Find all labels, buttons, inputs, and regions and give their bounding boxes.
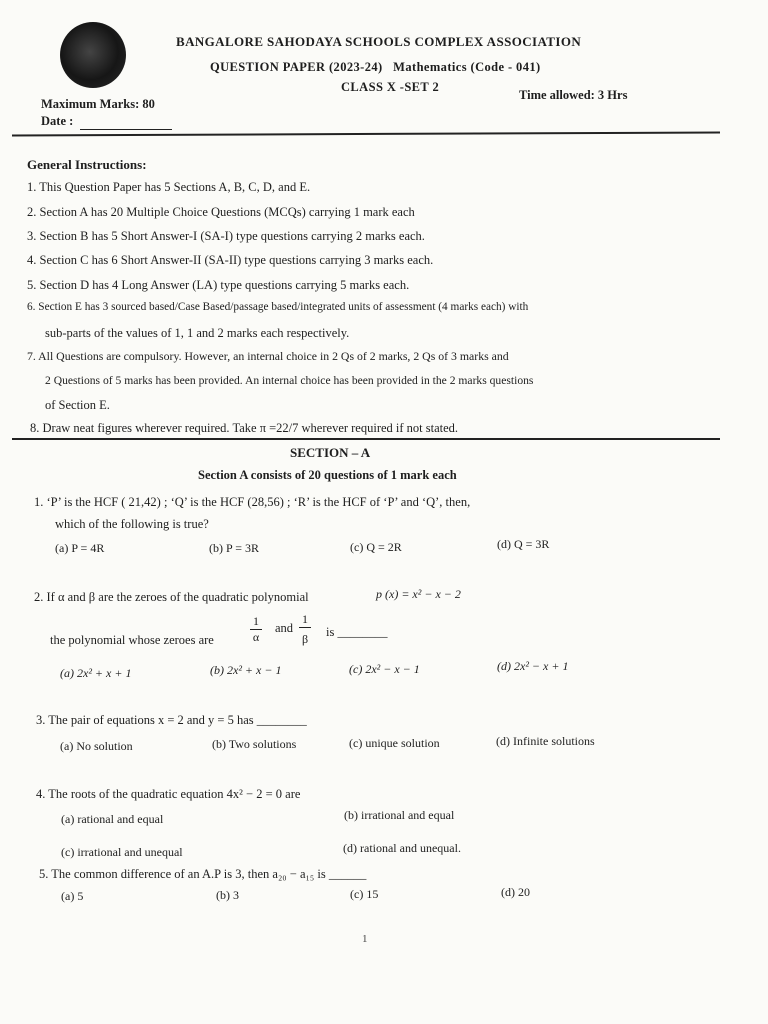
- question-5-text: 5. The common difference of an A.P is 3, then a₂₀ − a₁₅ is ______: [39, 867, 367, 881]
- q5-option-b: (b) 3: [216, 888, 239, 902]
- max-marks: Maximum Marks: 80: [41, 97, 155, 111]
- header-rule: [12, 131, 720, 136]
- q4-option-a: (a) rational and equal: [61, 812, 164, 826]
- instruction-line: 4. Section C has 6 Short Answer-II (SA-II) type questions carrying 3 marks each.: [27, 253, 434, 267]
- paper-prefix: QUESTION PAPER (2023-24): [210, 60, 383, 74]
- q1-option-b: (b) P = 3R: [209, 541, 259, 555]
- instruction-line: 3. Section B has 5 Short Answer-I (SA-I) type questions carrying 2 marks each.: [27, 229, 425, 243]
- instruction-line: 2. Section A has 20 Multiple Choice Questions (MCQs) carrying 1 mark each: [27, 205, 415, 219]
- date-label: Date :: [41, 114, 74, 128]
- fraction-1-numerator: 1: [250, 614, 262, 630]
- fraction-1-over-alpha: [250, 614, 262, 645]
- question-3-text: 3. The pair of equations x = 2 and y = 5 has ________: [36, 713, 307, 727]
- instructions-rule: [12, 438, 720, 440]
- q3-option-d: (d) Infinite solutions: [496, 734, 595, 748]
- q5-option-d: (d) 20: [501, 885, 530, 899]
- question-1-text: 1. ‘P’ is the HCF ( 21,42) ; ‘Q’ is the HCF (28,56) ; ‘R’ is the HCF of ‘P’ and ‘Q’, then,: [34, 495, 471, 509]
- fraction-2-denominator: β: [301, 632, 309, 646]
- paper-subject: Mathematics (Code - 041): [393, 60, 541, 74]
- q3-option-a: (a) No solution: [60, 739, 133, 753]
- and-text: and: [275, 621, 294, 635]
- question-2-text: 2. If α and β are the zeroes of the quadratic polynomial: [34, 590, 309, 604]
- instruction-line: of Section E.: [45, 398, 110, 412]
- school-logo: [60, 22, 126, 88]
- q3-option-b: (b) Two solutions: [212, 737, 297, 751]
- section-title: SECTION – A: [290, 445, 371, 460]
- instructions-title: General Instructions:: [27, 157, 147, 172]
- instruction-line: 1. This Question Paper has 5 Sections A, B, C, D, and E.: [27, 180, 311, 194]
- question-2-text-2: the polynomial whose zeroes are: [50, 633, 214, 647]
- instruction-line: 7. All Questions are compulsory. However, an internal choice in 2 Qs of 2 marks, 2 Qs of 3 marks and: [27, 349, 509, 363]
- q2-option-a: (a) 2x² + x + 1: [60, 666, 132, 680]
- fraction-1-over-beta: [299, 612, 311, 647]
- q2-option-b: (b) 2x² + x − 1: [210, 663, 282, 677]
- section-subtitle: Section A consists of 20 questions of 1 mark each: [198, 468, 457, 482]
- q1-option-c: (c) Q = 2R: [350, 540, 402, 554]
- fraction-1-denominator: α: [252, 630, 260, 644]
- question-4-text: 4. The roots of the quadratic equation 4x² − 2 = 0 are: [36, 787, 301, 801]
- q3-option-c: (c) unique solution: [349, 736, 440, 750]
- q4-option-d: (d) rational and unequal.: [343, 841, 461, 855]
- page-number: 1: [362, 933, 368, 945]
- school-name: BANGALORE SAHODAYA SCHOOLS COMPLEX ASSOCIATION: [176, 34, 582, 49]
- instruction-line: 5. Section D has 4 Long Answer (LA) type questions carrying 5 marks each.: [27, 278, 410, 292]
- q5-option-a: (a) 5: [61, 889, 84, 903]
- q5-option-c: (c) 15: [350, 887, 379, 901]
- fraction-2-numerator: 1: [299, 612, 311, 628]
- time-allowed: Time allowed: 3 Hrs: [519, 88, 628, 102]
- question-2-polynomial: p (x) = x² − x − 2: [376, 587, 461, 601]
- instruction-line: 6. Section E has 3 sourced based/Case Based/passage based/integrated units of assessment (4 marks each) with: [27, 301, 529, 313]
- paper-title: [210, 60, 541, 75]
- q1-option-d: (d) Q = 3R: [497, 537, 550, 551]
- class-set: CLASS X -SET 2: [341, 80, 440, 94]
- q4-option-c: (c) irrational and unequal: [61, 845, 183, 859]
- q1-option-a: (a) P = 4R: [55, 541, 105, 555]
- question-1-text-2: which of the following is true?: [55, 517, 209, 531]
- instruction-line: 2 Questions of 5 marks has been provided. An internal choice has been provided in the 2 marks questions: [45, 374, 534, 387]
- question-2-blank: is ________: [326, 625, 388, 639]
- instruction-line: sub-parts of the values of 1, 1 and 2 marks each respectively.: [45, 326, 350, 340]
- instruction-line: 8. Draw neat figures wherever required. Take π =22/7 wherever required if not stated.: [30, 421, 459, 435]
- date-field: [41, 114, 172, 130]
- q4-option-b: (b) irrational and equal: [344, 808, 455, 822]
- q2-option-c: (c) 2x² − x − 1: [349, 662, 420, 676]
- q2-option-d: (d) 2x² − x + 1: [497, 659, 569, 673]
- date-blank: [80, 114, 172, 130]
